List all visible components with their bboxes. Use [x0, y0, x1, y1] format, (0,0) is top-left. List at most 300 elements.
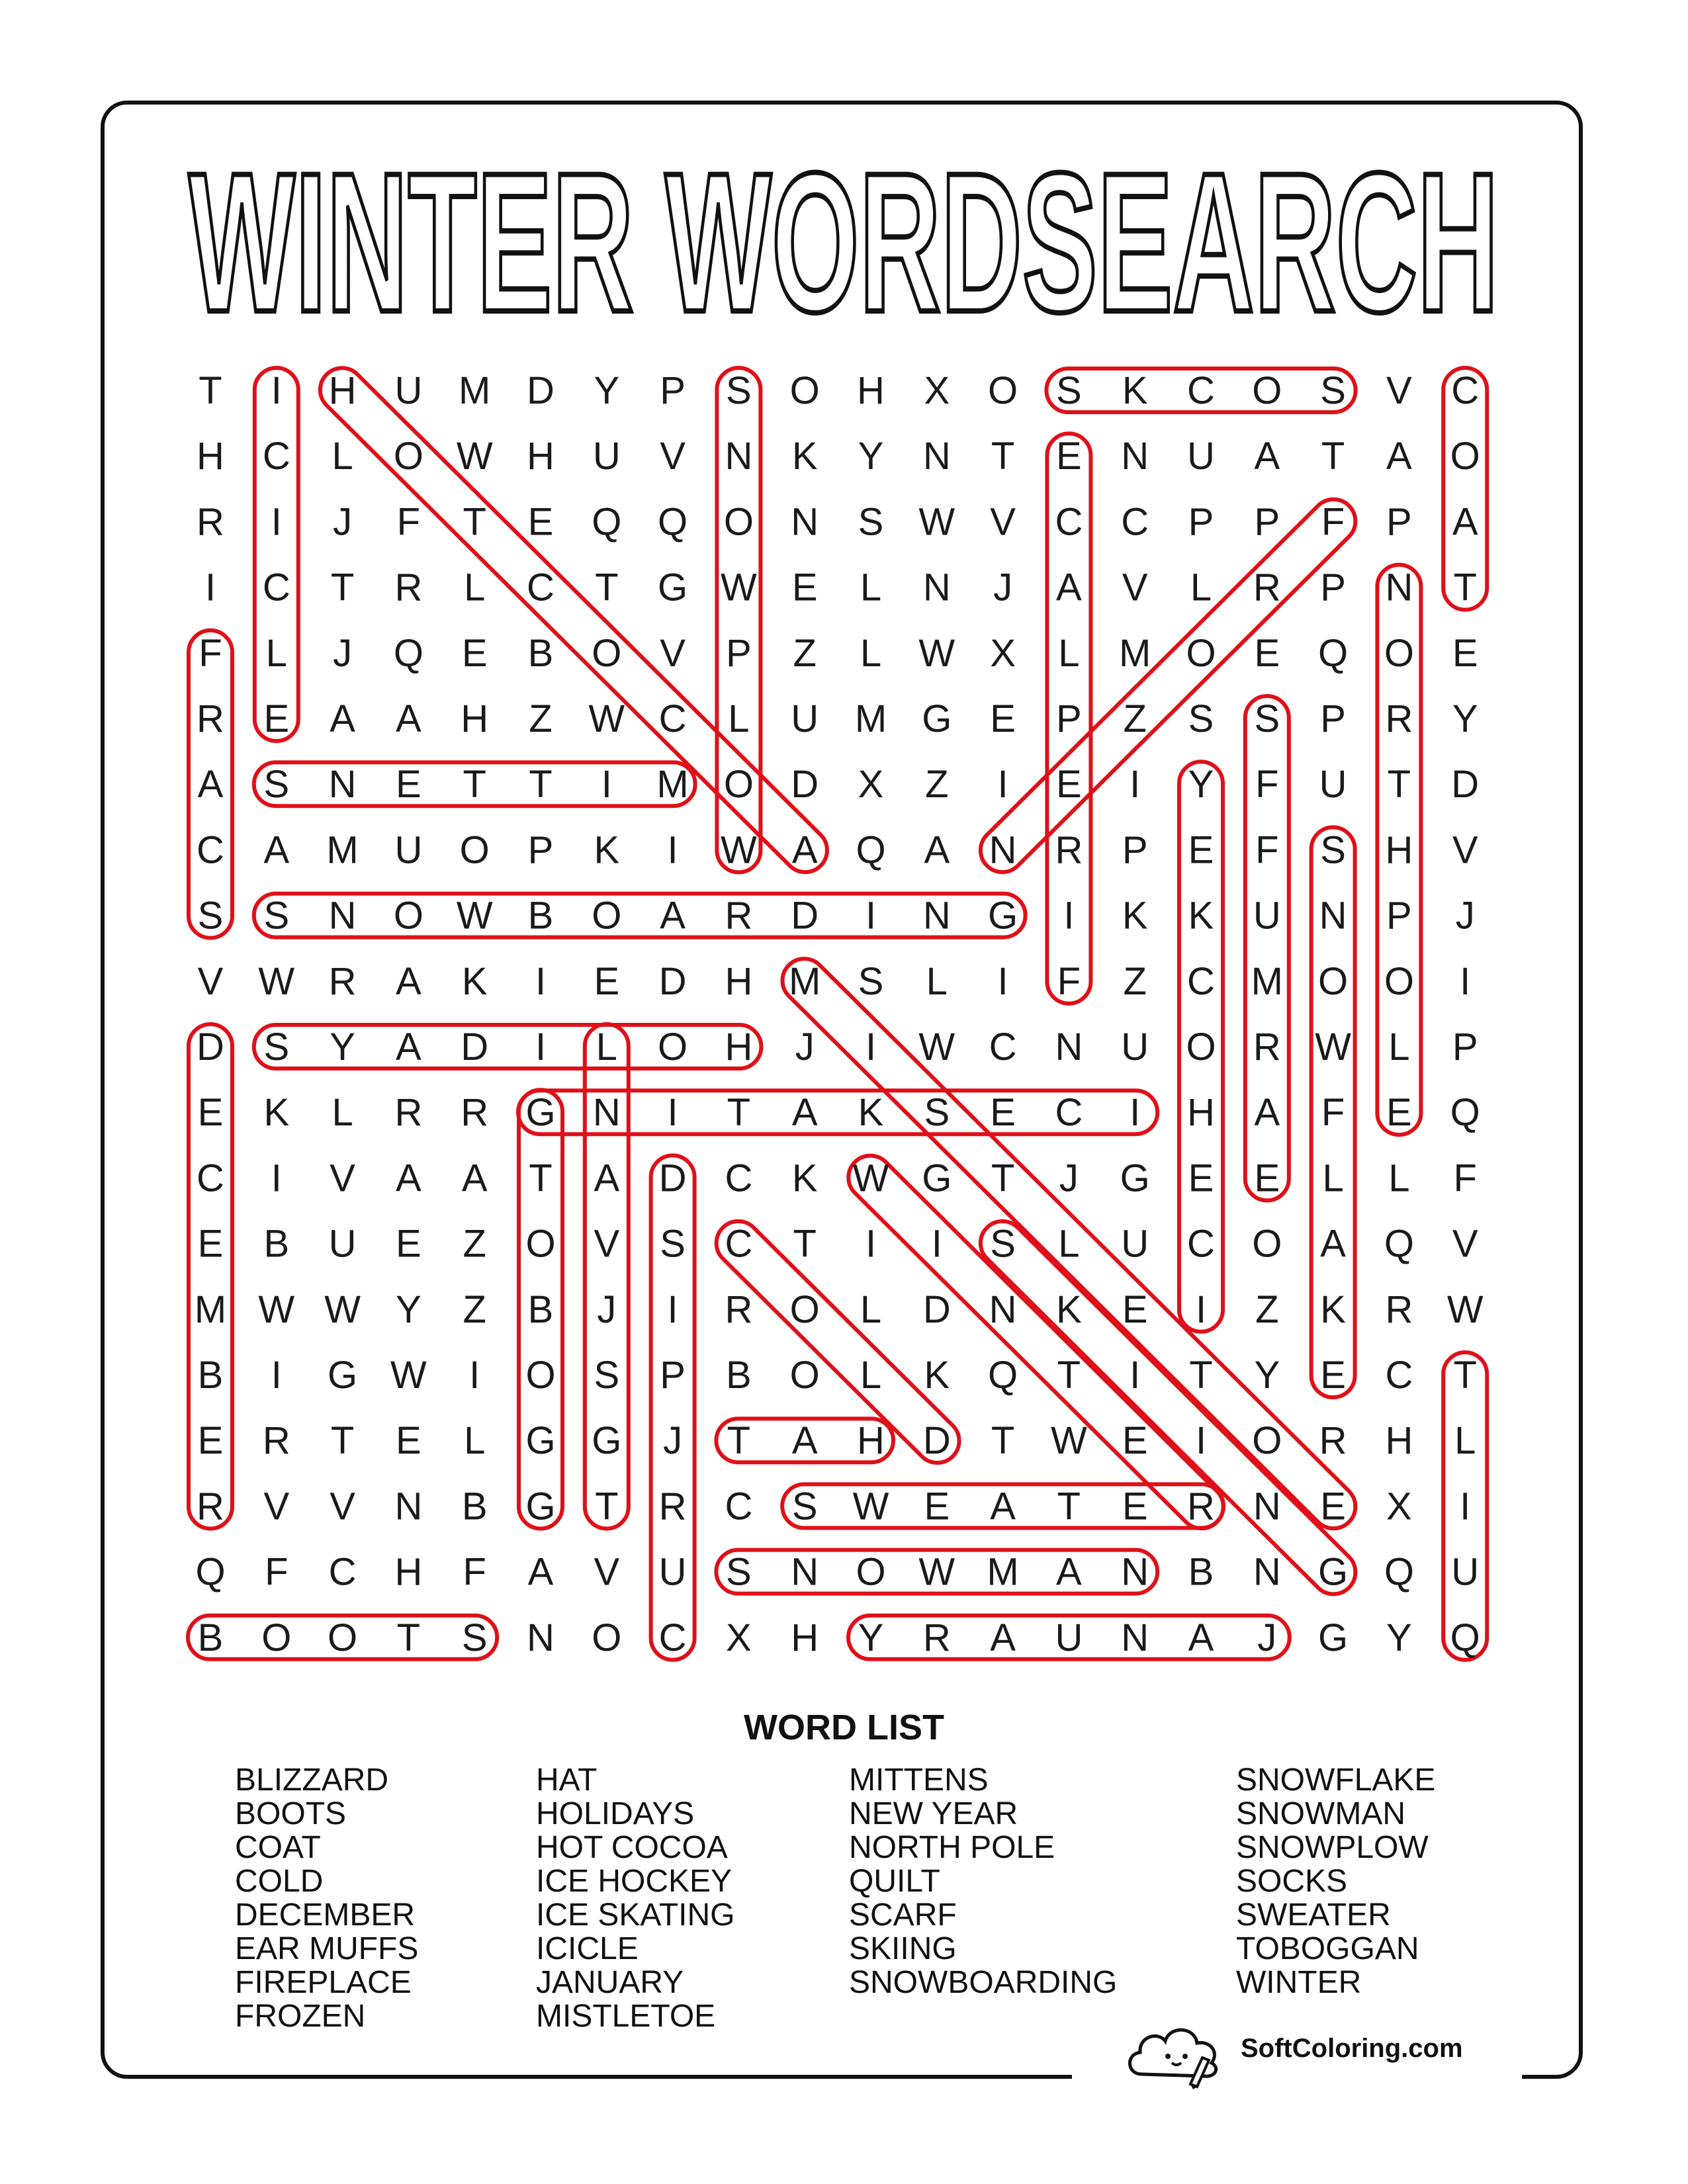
- grid-letter: W: [852, 1485, 889, 1528]
- word-list-item: TOBOGGAN: [1236, 1931, 1419, 1966]
- grid-letter: I: [865, 1222, 877, 1266]
- grid-letter: F: [463, 1550, 486, 1594]
- grid-letter: V: [330, 1157, 355, 1200]
- grid-letter: O: [1186, 1026, 1216, 1069]
- grid-letter: P: [1320, 566, 1346, 609]
- grid-letter: T: [330, 1419, 355, 1463]
- grid-letter: U: [328, 1222, 357, 1266]
- grid-letter: B: [527, 631, 554, 675]
- grid-letter: E: [990, 697, 1016, 740]
- grid-letter: E: [1188, 1157, 1214, 1200]
- grid-letter: V: [1122, 566, 1148, 609]
- grid-letter: I: [601, 763, 612, 807]
- grid-letter: U: [1319, 763, 1347, 807]
- grid-letter: L: [1190, 566, 1212, 609]
- grid-letter: R: [658, 1485, 687, 1528]
- grid-letter: G: [922, 1157, 952, 1200]
- grid-letter: C: [1187, 1222, 1215, 1266]
- grid-letter: E: [396, 763, 422, 807]
- grid-letter: N: [725, 435, 753, 478]
- grid-letter: O: [1384, 959, 1414, 1003]
- grid-letter: A: [396, 697, 422, 740]
- grid-letter: A: [1056, 566, 1082, 609]
- grid-letter: L: [1388, 1026, 1410, 1069]
- word-list-column-2: [536, 1763, 735, 2033]
- grid-letter: K: [1122, 894, 1148, 938]
- grid-letter: C: [328, 1550, 357, 1594]
- grid-letter: S: [263, 894, 290, 938]
- grid-letter: O: [723, 763, 754, 807]
- grid-letter: T: [463, 500, 486, 544]
- grid-letter: N: [527, 1616, 555, 1659]
- grid-letter: E: [1188, 828, 1214, 872]
- grid-letter: F: [1321, 500, 1345, 544]
- grid-letter: C: [262, 435, 290, 478]
- grid-letter: B: [1188, 1550, 1214, 1594]
- grid-letter: L: [860, 1354, 882, 1397]
- grid-letter: W: [456, 435, 493, 478]
- grid-letter: G: [988, 894, 1018, 938]
- grid-letter: I: [535, 959, 547, 1003]
- grid-letter: K: [791, 1157, 818, 1200]
- grid-letter: U: [1055, 1616, 1083, 1659]
- grid-letter: A: [197, 763, 224, 807]
- grid-letter: C: [1187, 959, 1215, 1003]
- grid-letter: Z: [463, 1288, 486, 1331]
- grid-letter: B: [527, 1288, 554, 1331]
- grid-letter: S: [197, 894, 224, 938]
- grid-letter: O: [393, 435, 423, 478]
- grid-letter: L: [265, 631, 287, 675]
- grid-letter: T: [1057, 1485, 1081, 1528]
- grid-letter: S: [263, 763, 290, 807]
- grid-letter: G: [1318, 1616, 1349, 1659]
- grid-letter: A: [1188, 1616, 1214, 1659]
- grid-letter: S: [1056, 369, 1082, 412]
- word-list-item: MITTENS: [849, 1763, 989, 1798]
- grid-letter: L: [728, 697, 750, 740]
- grid-letter: V: [660, 631, 686, 675]
- grid-letter: W: [324, 1288, 361, 1331]
- word-list-item: ICE HOCKEY: [536, 1864, 733, 1899]
- grid-letter: L: [464, 566, 486, 609]
- grid-letter: K: [1320, 1288, 1346, 1331]
- grid-letter: S: [1254, 697, 1280, 740]
- grid-letter: E: [1254, 631, 1280, 675]
- grid-letter: T: [727, 1091, 751, 1135]
- grid-letter: P: [1254, 500, 1280, 544]
- grid-letter: I: [204, 566, 216, 609]
- grid-letter: O: [1186, 631, 1216, 675]
- grid-letter: L: [1388, 1157, 1410, 1200]
- grid-letter: Y: [1188, 763, 1214, 807]
- grid-letter: D: [922, 1288, 951, 1331]
- grid-letter: T: [727, 1419, 751, 1463]
- word-list-item: FIREPLACE: [235, 1965, 412, 2000]
- grid-letter: O: [261, 1616, 292, 1659]
- grid-letter: D: [922, 1419, 951, 1463]
- grid-letter: A: [1320, 1222, 1346, 1266]
- grid-letter: F: [1057, 959, 1081, 1003]
- word-list-item: COAT: [235, 1830, 321, 1865]
- grid-letter: D: [1451, 763, 1480, 807]
- brand-logo: [1122, 2011, 1492, 2091]
- grid-letter: M: [1119, 631, 1151, 675]
- grid-letter: X: [924, 369, 950, 412]
- grid-letter: C: [1121, 500, 1149, 544]
- grid-letter: M: [1251, 959, 1283, 1003]
- grid-letter: Z: [1255, 1288, 1279, 1331]
- grid-letter: J: [597, 1288, 617, 1331]
- grid-letter: V: [1452, 1222, 1478, 1266]
- grid-letter: O: [1318, 959, 1349, 1003]
- word-list-item: SNOWPLOW: [1236, 1830, 1429, 1865]
- word-list-column-3: [849, 1763, 1117, 1999]
- grid-letter: T: [991, 435, 1015, 478]
- grid-letter: C: [725, 1157, 753, 1200]
- word-list-item: ICICLE: [536, 1931, 639, 1966]
- grid-letter: E: [1056, 435, 1082, 478]
- grid-letter: S: [263, 1026, 290, 1069]
- grid-letter: T: [1387, 763, 1411, 807]
- grid-letter: U: [1451, 1550, 1480, 1594]
- grid-letter: Q: [1384, 1222, 1414, 1266]
- grid-letter: K: [791, 435, 818, 478]
- grid-letter: K: [858, 1091, 884, 1135]
- grid-letter: V: [330, 1485, 355, 1528]
- grid-letter: C: [1187, 369, 1215, 412]
- grid-letter: R: [1187, 1485, 1215, 1528]
- grid-letter: I: [667, 1091, 678, 1135]
- grid-letter: R: [262, 1419, 290, 1463]
- grid-letter: L: [1454, 1419, 1476, 1463]
- grid-letter: T: [793, 1222, 817, 1266]
- grid-letter: A: [396, 959, 422, 1003]
- word-list-item: BLIZZARD: [235, 1763, 389, 1798]
- grid-letter: O: [1252, 1222, 1282, 1266]
- grid-letter: C: [725, 1222, 753, 1266]
- grid-letter: N: [791, 500, 819, 544]
- grid-letter: U: [791, 697, 819, 740]
- grid-letter: S: [858, 500, 884, 544]
- word-list-item: JANUARY: [536, 1965, 684, 2000]
- grid-letter: C: [1055, 500, 1083, 544]
- grid-letter: I: [1195, 1419, 1207, 1463]
- grid-letter: T: [330, 566, 355, 609]
- grid-letter: I: [997, 763, 1008, 807]
- grid-letter: W: [721, 828, 757, 872]
- grid-letter: T: [463, 763, 486, 807]
- grid-letter: I: [271, 1354, 282, 1397]
- grid-letter: M: [656, 763, 689, 807]
- word-list-item: ICE SKATING: [536, 1898, 735, 1933]
- grid-letter: D: [658, 1157, 687, 1200]
- grid-letter: Q: [393, 631, 423, 675]
- grid-letter: I: [865, 894, 877, 938]
- grid-letter: Y: [330, 1026, 355, 1069]
- grid-letter: S: [1320, 828, 1346, 872]
- grid-letter: R: [461, 1091, 489, 1135]
- grid-letter: R: [1253, 1026, 1281, 1069]
- grid-letter: S: [858, 959, 884, 1003]
- grid-letter: F: [396, 500, 421, 544]
- grid-letter: C: [197, 1157, 224, 1200]
- word-list-item: EAR MUFFS: [235, 1931, 419, 1966]
- grid-letter: U: [394, 369, 423, 412]
- grid-letter: O: [328, 1616, 358, 1659]
- grid-letter: H: [1187, 1091, 1215, 1135]
- grid-letter: E: [1056, 763, 1082, 807]
- grid-letter: H: [394, 1550, 423, 1594]
- grid-letter: G: [1120, 1157, 1150, 1200]
- grid-letter: O: [1384, 631, 1414, 675]
- grid-letter: G: [328, 1354, 358, 1397]
- grid-letter: P: [1122, 828, 1148, 872]
- grid-letter: S: [660, 1222, 686, 1266]
- grid-letter: G: [525, 1091, 556, 1135]
- grid-letter: H: [1385, 828, 1413, 872]
- grid-letter: H: [328, 369, 357, 412]
- grid-letter: N: [592, 1091, 621, 1135]
- grid-letter: E: [197, 1222, 224, 1266]
- grid-letter: N: [1055, 1026, 1083, 1069]
- grid-letter: L: [860, 1288, 882, 1331]
- grid-letter: D: [791, 894, 819, 938]
- grid-letter: F: [1321, 1091, 1345, 1135]
- grid-letter: N: [1121, 1550, 1149, 1594]
- grid-letter: I: [1130, 1354, 1141, 1397]
- grid-letter: O: [1252, 1419, 1282, 1463]
- grid-letter: P: [660, 369, 686, 412]
- grid-letter: Y: [1386, 1616, 1412, 1659]
- grid-letter: E: [594, 959, 620, 1003]
- grid-letter: H: [1385, 1419, 1413, 1463]
- word-list-column-4: [1236, 1763, 1435, 1999]
- grid-letter: O: [393, 894, 423, 938]
- grid-letter: W: [456, 894, 493, 938]
- word-list-item: HOT COCOA: [536, 1830, 728, 1865]
- grid-letter: H: [527, 435, 555, 478]
- grid-letter: T: [1321, 435, 1345, 478]
- grid-letter: V: [197, 959, 224, 1003]
- grid-letter: C: [197, 828, 224, 872]
- grid-letter: N: [1121, 435, 1149, 478]
- grid-letter: M: [194, 1288, 227, 1331]
- grid-letter: R: [1319, 1419, 1347, 1463]
- grid-letter: O: [1450, 435, 1480, 478]
- grid-letter: Y: [858, 1616, 884, 1659]
- grid-letter: Z: [463, 1222, 486, 1266]
- grid-letter: N: [1385, 566, 1413, 609]
- grid-letter: N: [1253, 1550, 1281, 1594]
- grid-letter: A: [791, 828, 818, 872]
- grid-letter: Q: [1450, 1091, 1480, 1135]
- grid-letter: O: [592, 1616, 622, 1659]
- grid-letter: E: [263, 697, 290, 740]
- grid-letter: Z: [925, 763, 949, 807]
- grid-letter: E: [1452, 631, 1478, 675]
- grid-letter: A: [1254, 435, 1280, 478]
- grid-letter: J: [663, 1419, 683, 1463]
- grid-letter: I: [271, 1157, 282, 1200]
- grid-letter: R: [725, 1288, 753, 1331]
- grid-letter: K: [263, 1091, 290, 1135]
- grid-letter: Z: [529, 697, 553, 740]
- grid-letter: Q: [988, 1354, 1018, 1397]
- grid-letter: T: [396, 1616, 421, 1659]
- grid-letter: P: [1386, 500, 1412, 544]
- grid-letter: B: [726, 1354, 752, 1397]
- grid-letter: A: [924, 828, 950, 872]
- grid-letter: V: [594, 1222, 620, 1266]
- word-list-item: NEW YEAR: [849, 1796, 1018, 1831]
- grid-letter: N: [922, 566, 951, 609]
- grid-letter: T: [595, 566, 619, 609]
- grid-letter: L: [860, 631, 882, 675]
- grid-letter: T: [595, 1485, 619, 1528]
- grid-letter: A: [527, 1550, 554, 1594]
- grid-letter: K: [594, 828, 620, 872]
- word-list-item: SNOWMAN: [1236, 1796, 1405, 1831]
- grid-letter: K: [1122, 369, 1148, 412]
- grid-letter: P: [1188, 500, 1214, 544]
- grid-letter: H: [461, 697, 489, 740]
- grid-letter: B: [527, 894, 554, 938]
- word-list-item: SNOWFLAKE: [1236, 1763, 1436, 1798]
- word-list-item: SNOWBOARDING: [849, 1965, 1118, 2000]
- grid-letter: N: [791, 1550, 819, 1594]
- grid-letter: T: [1189, 1354, 1213, 1397]
- grid-letter: U: [592, 435, 621, 478]
- grid-letter: E: [990, 1091, 1016, 1135]
- grid-letter: Q: [1384, 1550, 1414, 1594]
- grid-letter: E: [197, 1419, 224, 1463]
- grid-letter: G: [525, 1419, 556, 1463]
- grid-letter: O: [789, 1288, 820, 1331]
- grid-letter: X: [990, 631, 1016, 675]
- grid-letter: O: [525, 1222, 556, 1266]
- grid-letter: H: [791, 1616, 819, 1659]
- grid-letter: I: [1460, 959, 1471, 1003]
- grid-letter: C: [262, 566, 290, 609]
- word-list-item: SKIING: [849, 1931, 957, 1966]
- grid-letter: L: [1058, 631, 1080, 675]
- grid-letter: A: [396, 1157, 422, 1200]
- grid-letter: A: [990, 1616, 1016, 1659]
- grid-letter: N: [328, 894, 357, 938]
- grid-letter: J: [333, 500, 353, 544]
- grid-letter: Y: [594, 369, 620, 412]
- grid-letter: R: [394, 566, 423, 609]
- grid-letter: I: [535, 1026, 547, 1069]
- grid-letter: I: [1460, 1485, 1471, 1528]
- grid-letter: K: [924, 1354, 950, 1397]
- grid-letter: V: [990, 500, 1016, 544]
- grid-letter: P: [1056, 697, 1082, 740]
- grid-letter: S: [990, 1222, 1016, 1266]
- grid-letter: J: [795, 1026, 815, 1069]
- grid-letter: W: [1051, 1419, 1087, 1463]
- grid-letter: M: [987, 1550, 1019, 1594]
- grid-letter: E: [1254, 1157, 1280, 1200]
- grid-letter: O: [592, 894, 622, 938]
- grid-letter: B: [461, 1485, 488, 1528]
- grid-letter: B: [197, 1616, 224, 1659]
- grid-letter: P: [726, 631, 752, 675]
- word-list-item: WINTER: [1236, 1965, 1362, 2000]
- grid-letter: A: [1452, 500, 1478, 544]
- grid-letter: L: [596, 1026, 617, 1069]
- grid-letter: S: [594, 1354, 620, 1397]
- grid-letter: O: [459, 828, 490, 872]
- grid-letter: L: [926, 959, 948, 1003]
- grid-letter: E: [791, 566, 818, 609]
- grid-letter: O: [789, 1354, 820, 1397]
- grid-letter: A: [330, 697, 355, 740]
- grid-letter: N: [989, 828, 1017, 872]
- grid-letter: V: [660, 435, 686, 478]
- grid-letter: G: [658, 566, 688, 609]
- grid-letter: O: [525, 1354, 556, 1397]
- grid-letter: O: [658, 1026, 688, 1069]
- word-list-item: FROZEN: [235, 1999, 366, 2034]
- grid-letter: F: [1255, 763, 1279, 807]
- grid-letter: A: [1254, 1091, 1280, 1135]
- grid-letter: W: [852, 1157, 889, 1200]
- word-list-item: HAT: [536, 1763, 598, 1798]
- grid-letter: I: [667, 828, 678, 872]
- grid-letter: M: [854, 697, 887, 740]
- grid-letter: W: [918, 1550, 955, 1594]
- grid-letter: E: [1122, 1288, 1148, 1331]
- grid-letter: S: [726, 369, 752, 412]
- grid-letter: I: [469, 1354, 480, 1397]
- grid-letter: G: [525, 1485, 556, 1528]
- brand-name: SoftColoring.com: [1241, 2034, 1463, 2063]
- grid-letter: S: [791, 1485, 818, 1528]
- grid-letter: C: [1385, 1354, 1413, 1397]
- grid-letter: R: [328, 959, 357, 1003]
- grid-letter: W: [1446, 1288, 1484, 1331]
- grid-letter: S: [726, 1550, 752, 1594]
- grid-letter: R: [394, 1091, 423, 1135]
- cloud-pencil-icon: [1122, 2011, 1234, 2091]
- grid-letter: Z: [1123, 959, 1147, 1003]
- grid-letter: H: [857, 369, 885, 412]
- grid-letter: T: [991, 1157, 1015, 1200]
- title-text: WINTER WORDSEARCH: [189, 146, 1499, 344]
- grid-letter: A: [263, 828, 290, 872]
- grid-letter: I: [1130, 763, 1141, 807]
- grid-letter: R: [725, 894, 753, 938]
- grid-letter: E: [1122, 1485, 1148, 1528]
- grid-letter: D: [791, 763, 819, 807]
- word-list-item: QUILT: [849, 1864, 940, 1899]
- grid-letter: C: [1451, 369, 1480, 412]
- grid-letter: E: [1320, 1485, 1346, 1528]
- grid-letter: R: [1253, 566, 1281, 609]
- word-list-item: MISTLETOE: [536, 1999, 716, 2034]
- grid-letter: F: [1255, 828, 1279, 872]
- grid-letter: C: [658, 1616, 687, 1659]
- grid-letter: X: [1386, 1485, 1412, 1528]
- grid-letter: O: [723, 500, 754, 544]
- grid-letter: Q: [1450, 1616, 1480, 1659]
- grid-letter: Y: [858, 435, 884, 478]
- grid-letter: N: [1253, 1485, 1281, 1528]
- grid-letter: I: [865, 1026, 877, 1069]
- word-list-item: COLD: [235, 1864, 324, 1899]
